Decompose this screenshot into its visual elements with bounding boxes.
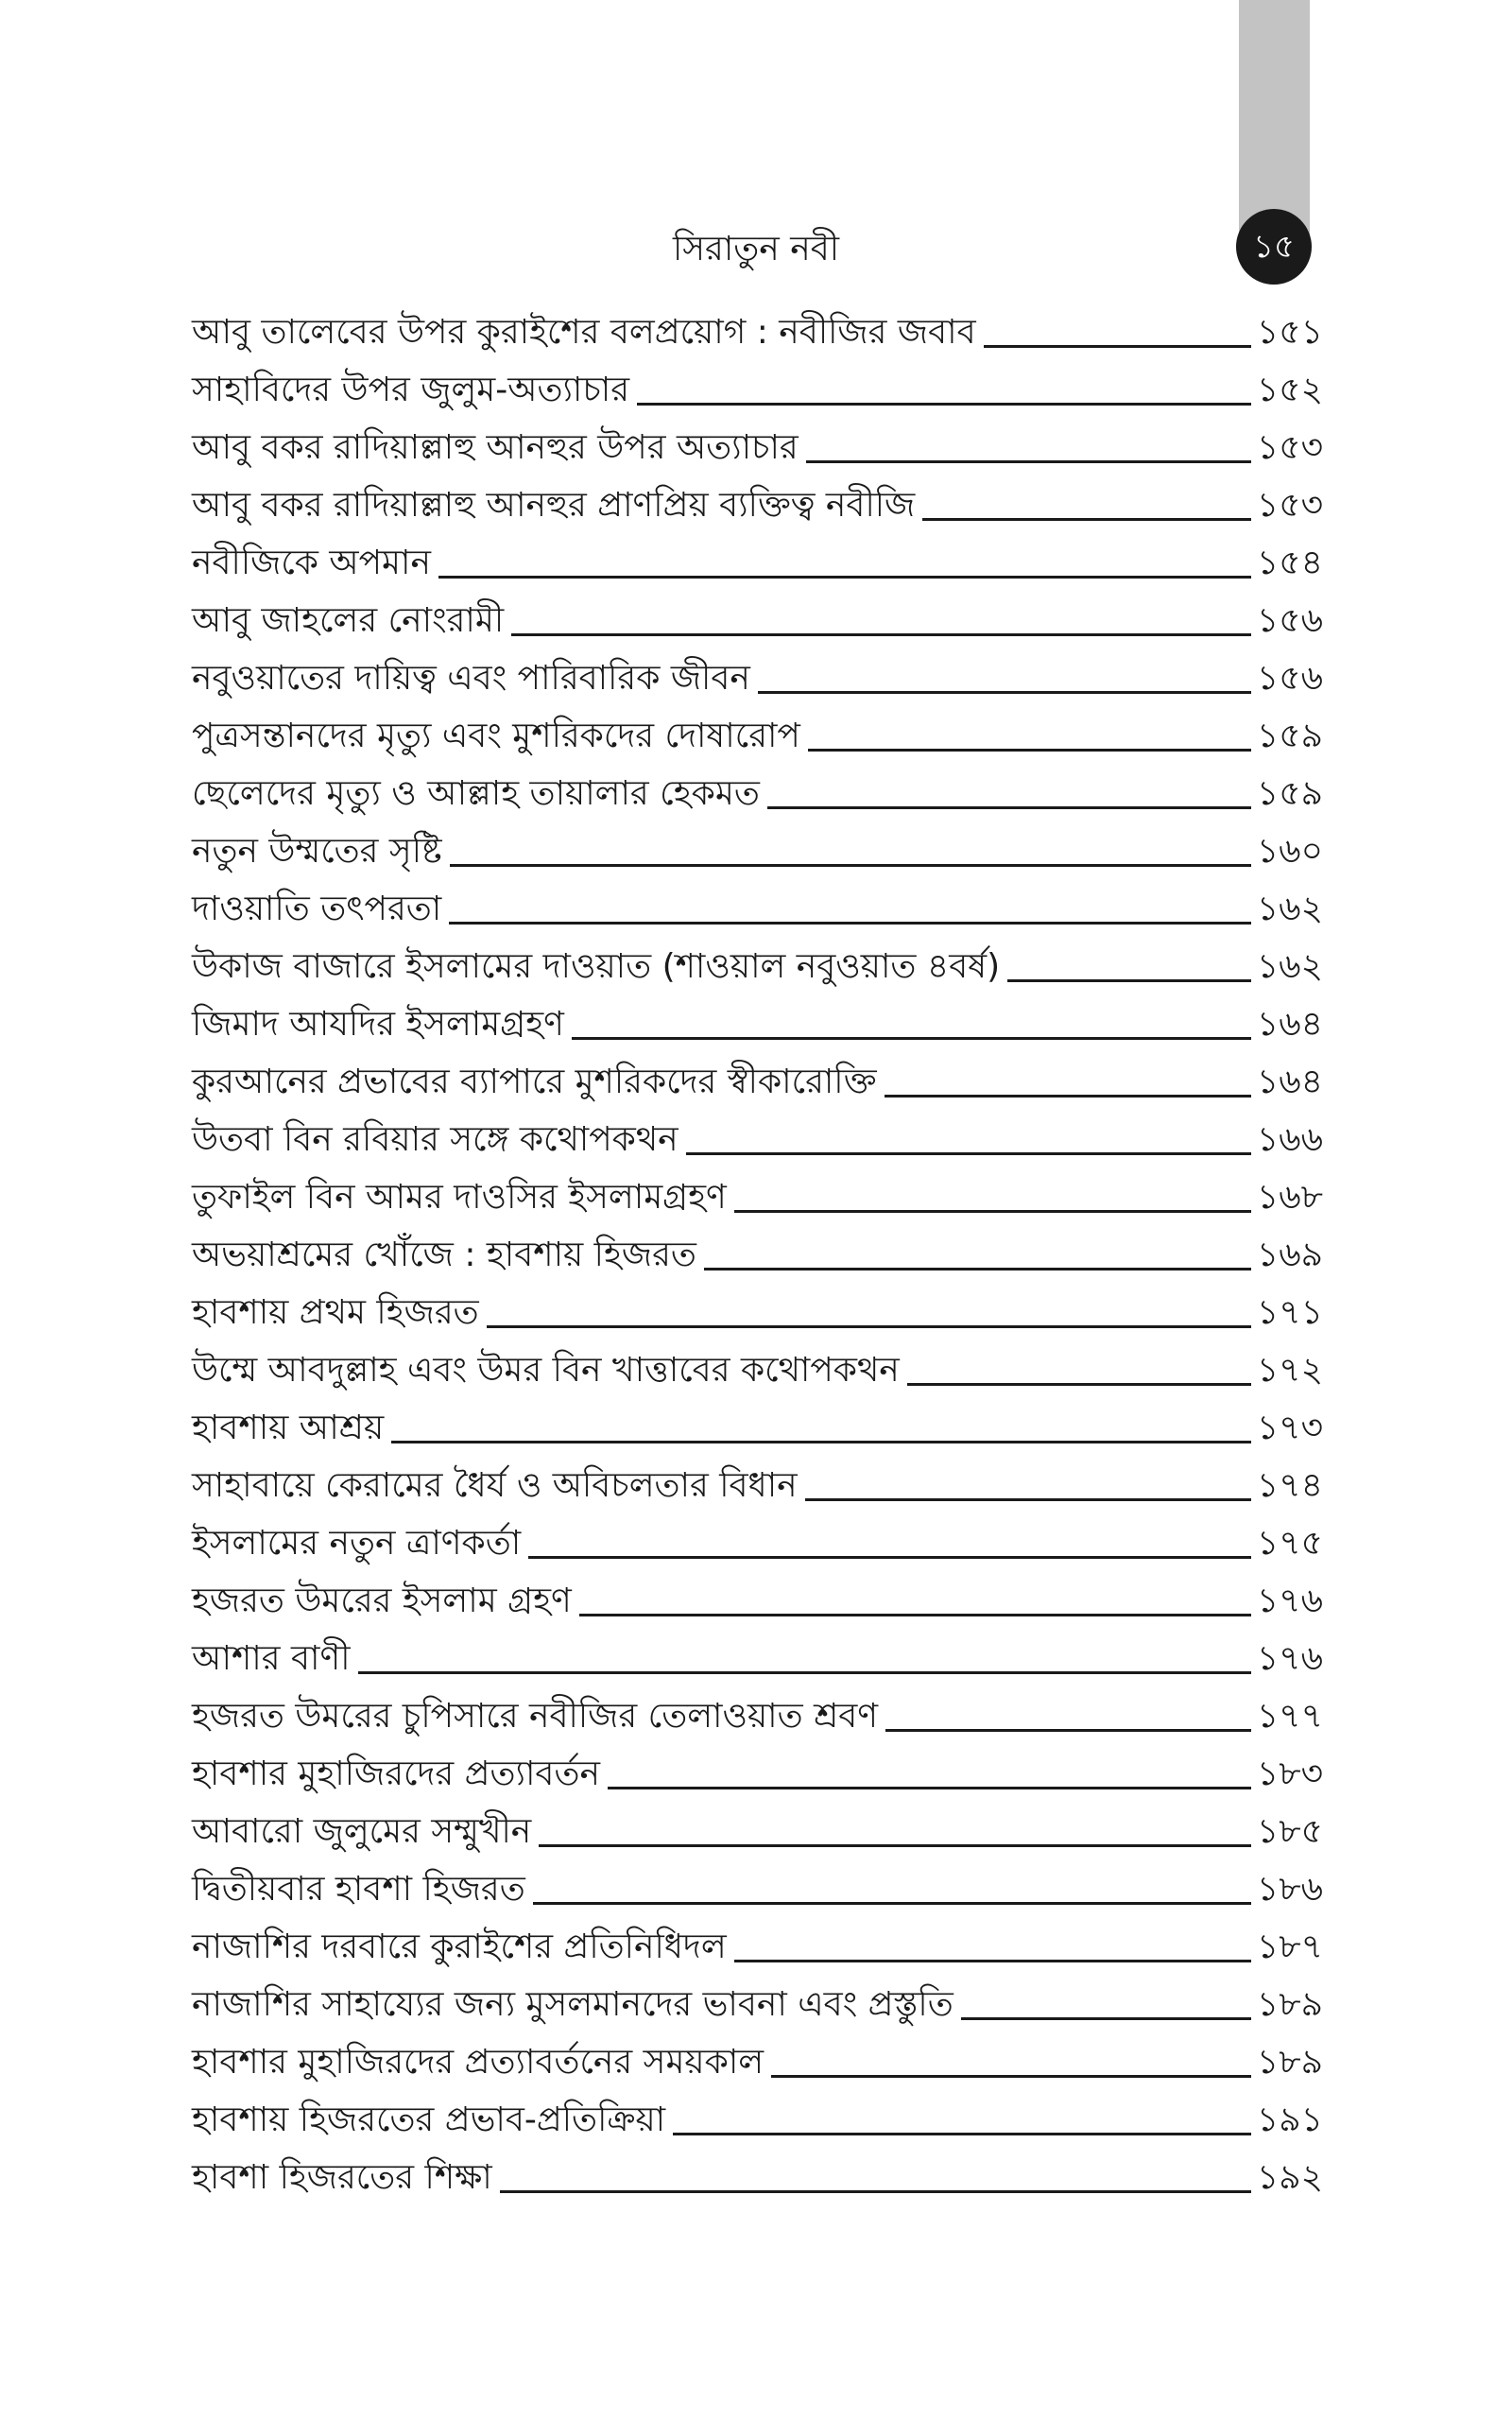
toc-entry[interactable] [192,1048,1323,1106]
toc-leader-line [806,460,1251,463]
toc-leader-line [771,2075,1251,2078]
toc-entry[interactable] [192,991,1323,1048]
toc-entry-page-number: ১৫৯ [1256,717,1323,755]
toc-entry[interactable] [192,1971,1323,2029]
toc-entry-title: পুত্রসন্তানদের মৃত্যু এবং মুশরিকদের দোষারোপ [192,717,800,755]
toc-entry-title: অভয়াশ্রমের খোঁজে : হাবশায় হিজরত [192,1236,696,1274]
toc-leader-line [528,1556,1251,1559]
toc-entry-page-number: ১৬০ [1256,832,1323,871]
toc-entry-page-number: ১৮৯ [1256,2043,1323,2082]
toc-entry-page-number: ১৫৯ [1256,774,1323,813]
toc-entry-title: দাওয়াতি তৎপরতা [192,890,442,928]
toc-leader-line [704,1268,1251,1270]
toc-entry-page-number: ১৯২ [1256,2158,1323,2197]
toc-entry[interactable] [192,1510,1323,1567]
toc-entry-page-number: ১৫৪ [1256,544,1323,582]
toc-entry-page-number: ১৬৪ [1256,1005,1323,1044]
toc-entry-title: সাহাবিদের উপর জুলুম-অত্যাচার [192,371,630,409]
toc-entry-title: নাজাশির সাহায্যের জন্য মুসলমানদের ভাবনা এবং প্রস্তুতি [192,1985,954,2024]
toc-entry-page-number: ১৫১ [1256,313,1323,352]
toc-leader-line [758,691,1251,694]
toc-entry[interactable] [192,818,1323,875]
toc-entry-page-number: ১৬৮ [1256,1178,1323,1217]
toc-entry-page-number: ১৮৯ [1256,1985,1323,2024]
toc-entry-title: উতবা বিন রবিয়ার সঙ্গে কথোপকথন [192,1120,679,1159]
toc-entry[interactable] [192,1394,1323,1452]
toc-entry[interactable] [192,933,1323,991]
toc-entry-page-number: ১৮৬ [1256,1870,1323,1909]
toc-entry[interactable] [192,299,1323,356]
running-head-book-title: সিরাতুন নবী [672,230,840,268]
toc-entry-title: আবারো জুলুমের সম্মুখীন [192,1812,532,1851]
toc-leader-line [438,576,1251,579]
toc-entry[interactable] [192,2029,1323,2086]
toc-entry-page-number: ১৫৬ [1256,601,1323,640]
toc-leader-line [1007,979,1251,982]
table-of-contents [192,299,1323,2202]
toc-entry[interactable] [192,702,1323,760]
toc-entry-page-number: ১৮৫ [1256,1812,1323,1851]
toc-entry-title: আবু তালেবের উপর কুরাইশের বলপ্রয়োগ : নবীজির জবাব [192,313,976,352]
toc-entry-title: আবু বকর রাদিয়াল্লাহু আনহুর উপর অত্যাচার [192,428,799,467]
toc-leader-line [961,2017,1251,2020]
toc-entry-title: হাবশার মুহাজিরদের প্রত্যাবর্তনের সময়কাল [192,2043,765,2082]
toc-entry[interactable] [192,2086,1323,2144]
toc-leader-line [907,1383,1251,1386]
toc-leader-line [805,1498,1251,1501]
toc-entry-page-number: ১৭১ [1256,1293,1323,1332]
toc-entry-title: নবুওয়াতের দায়িত্ব এবং পারিবারিক জীবন [192,659,750,698]
toc-leader-line [885,1095,1251,1098]
toc-leader-line [533,1902,1251,1905]
toc-entry-title: হজরত উমরের চুপিসারে নবীজির তেলাওয়াত শ্রবণ [192,1697,879,1736]
toc-entry-title: জিমাদ আযদির ইসলামগ্রহণ [192,1005,564,1044]
toc-entry-title: হাবশায় আশ্রয় [192,1409,385,1447]
toc-entry[interactable] [192,529,1323,587]
toc-leader-line [579,1614,1251,1616]
toc-entry[interactable] [192,1452,1323,1510]
toc-leader-line [922,518,1251,521]
toc-entry-page-number: ১৭৩ [1256,1409,1323,1447]
toc-entry-page-number: ১৭৭ [1256,1697,1323,1736]
toc-entry[interactable] [192,472,1323,529]
toc-entry-title: সাহাবায়ে কেরামের ধৈর্য ও অবিচলতার বিধান [192,1466,798,1505]
toc-entry[interactable] [192,1279,1323,1337]
toc-entry-title: দ্বিতীয়বার হাবশা হিজরত [192,1870,525,1909]
toc-entry-title: উম্মে আবদুল্লাহ এবং উমর বিন খাত্তাবের কথোপকথন [192,1351,900,1390]
toc-leader-line [767,806,1251,809]
toc-entry[interactable] [192,1856,1323,1913]
toc-leader-line [885,1729,1251,1732]
toc-entry-page-number: ১৭৪ [1256,1466,1323,1505]
toc-entry-title: হাবশার মুহাজিরদের প্রত্যাবর্তন [192,1754,600,1793]
toc-entry-title: নবীজিকে অপমান [192,544,431,582]
toc-entry-page-number: ১৬৯ [1256,1236,1323,1274]
toc-entry-title: ইসলামের নতুন ত্রাণকর্তা [192,1524,522,1563]
toc-leader-line [734,1210,1251,1213]
toc-entry-title: আবু জাহলের নোংরামী [192,601,505,640]
toc-leader-line [487,1325,1251,1328]
toc-entry-title: তুফাইল বিন আমর দাওসির ইসলামগ্রহণ [192,1178,727,1217]
toc-entry-title: উকাজ বাজারে ইসলামের দাওয়াত (শাওয়াল নবুওয়াত ৪বর্ষ) [192,947,1001,986]
toc-entry-page-number: ১৬৬ [1256,1120,1323,1159]
toc-entry-title: নাজাশির দরবারে কুরাইশের প্রতিনিধিদল [192,1927,727,1966]
toc-entry-page-number: ১৫২ [1256,371,1323,409]
toc-leader-line [449,922,1251,925]
toc-entry-page-number: ১৬৪ [1256,1063,1323,1101]
toc-leader-line [572,1037,1251,1040]
toc-entry[interactable] [192,1740,1323,1798]
toc-entry-title: হাবশা হিজরতের শিক্ষা [192,2158,492,2197]
toc-entry-title: হাবশায় হিজরতের প্রভাব-প্রতিক্রিয়া [192,2100,666,2139]
toc-entry[interactable] [192,1221,1323,1279]
toc-entry[interactable] [192,2144,1323,2202]
toc-entry[interactable] [192,587,1323,645]
toc-entry[interactable] [192,414,1323,472]
toc-leader-line [734,1960,1251,1962]
toc-entry-page-number: ১৭৫ [1256,1524,1323,1563]
toc-entry[interactable] [192,875,1323,933]
toc-entry-page-number: ১৮৩ [1256,1754,1323,1793]
toc-leader-line [539,1844,1251,1847]
toc-entry-page-number: ১৫৩ [1256,486,1323,525]
toc-entry-title: কুরআনের প্রভাবের ব্যাপারে মুশরিকদের স্বীকারোক্তি [192,1063,877,1101]
toc-entry-title: আবু বকর রাদিয়াল্লাহু আনহুর প্রাণপ্রিয় ব্যক্তিত্ব নবীজি [192,486,916,525]
toc-leader-line [608,1787,1251,1789]
toc-entry-title: আশার বাণী [192,1639,351,1678]
toc-entry[interactable] [192,356,1323,414]
toc-entry[interactable] [192,760,1323,818]
toc-entry-page-number: ১৭৬ [1256,1639,1323,1678]
toc-entry-title: নতুন উম্মতের সৃষ্টি [192,832,442,871]
toc-leader-line [808,749,1251,752]
toc-entry-title: হজরত উমরের ইসলাম গ্রহণ [192,1582,572,1620]
toc-entry-page-number: ১৬২ [1256,890,1323,928]
toc-entry[interactable] [192,1798,1323,1856]
toc-leader-line [511,633,1251,636]
toc-leader-line [686,1152,1251,1155]
toc-entry[interactable] [192,1913,1323,1971]
toc-leader-line [984,345,1251,348]
toc-entry-page-number: ১৫৬ [1256,659,1323,698]
toc-entry-title: হাবশায় প্রথম হিজরত [192,1293,479,1332]
toc-entry[interactable] [192,1337,1323,1394]
toc-leader-line [450,864,1251,867]
toc-entry[interactable] [192,1567,1323,1625]
toc-entry[interactable] [192,1683,1323,1740]
toc-leader-line [391,1441,1251,1443]
toc-entry[interactable] [192,1164,1323,1221]
page-number-badge: ১৫ [1236,209,1312,285]
toc-leader-line [637,403,1251,406]
toc-leader-line [358,1671,1251,1674]
toc-entry[interactable] [192,1106,1323,1164]
toc-entry-page-number: ১৭৬ [1256,1582,1323,1620]
page-edge-tab [1239,0,1310,234]
toc-entry-title: ছেলেদের মৃত্যু ও আল্লাহ তায়ালার হেকমত [192,774,760,813]
toc-leader-line [673,2133,1251,2135]
toc-entry-page-number: ১৬২ [1256,947,1323,986]
toc-entry-page-number: ১৭২ [1256,1351,1323,1390]
toc-entry-page-number: ১৮৭ [1256,1927,1323,1966]
toc-leader-line [500,2190,1251,2193]
toc-entry-page-number: ১৯১ [1256,2100,1323,2139]
toc-entry[interactable] [192,1625,1323,1683]
toc-entry[interactable] [192,645,1323,702]
toc-entry-page-number: ১৫৩ [1256,428,1323,467]
